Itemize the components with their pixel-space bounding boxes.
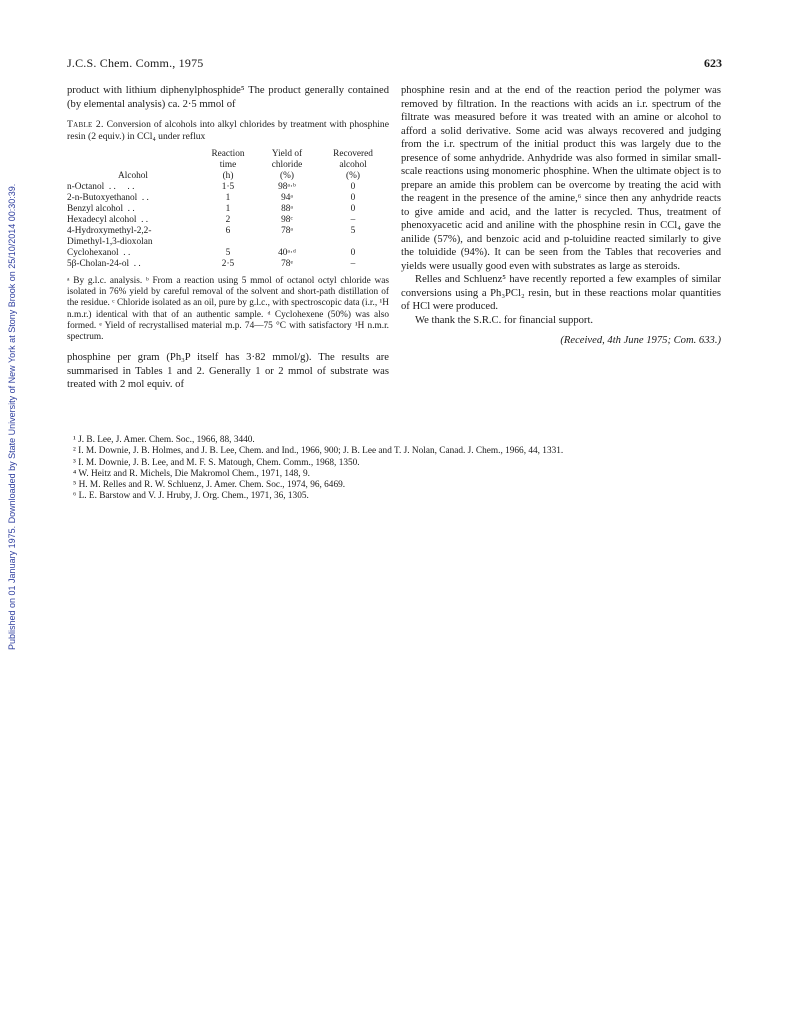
cell-recovered — [317, 237, 389, 248]
received-date: (Received, 4th June 1975; Com. 633.) — [560, 335, 721, 346]
table-row — [67, 226, 389, 237]
cell-yield: 98ᵃ·ᵇ — [278, 182, 296, 192]
alcohol-name: Dimethyl-1,3-dioxolan — [67, 237, 153, 247]
table-row — [67, 248, 389, 259]
header-yield: Yield of — [271, 149, 303, 159]
leader-dots: . . . . — [104, 182, 135, 192]
table-footnotes: ᵃ By g.l.c. analysis. ᵇ From a reaction using 5 mmol of octanol octyl chloride was isolated in 76% yield by careful removal of the solvent and short-path distillation of the residue. ᶜ Chloride isolated as an oil, pure by g.l.c., with spectroscopic data (i.r., ¹H n.m.r.) identical with that of an authentic sample. ᵈ Cyclohexene (50%) was also formed. ᵉ Yield of recrystallised material m.p. 74—75 °C with satisfactory ¹H n.m.r. spectrum. — [67, 276, 389, 343]
leader-dots: . . — [123, 204, 135, 214]
header-alcohol: Alcohol — [118, 171, 148, 181]
table-row — [67, 259, 389, 270]
cell-yield: 88ᵃ — [281, 204, 293, 214]
header-recovered: (%) — [346, 171, 360, 181]
cell-alcohol — [67, 182, 199, 193]
cell-recovered: 0 — [350, 204, 356, 214]
cell-reaction-time: 2 — [225, 215, 231, 225]
leader-dots: . . — [137, 193, 149, 203]
cell-alcohol — [67, 215, 199, 226]
cell-recovered: – — [350, 259, 356, 269]
alcohol-name: Benzyl alcohol — [67, 204, 124, 214]
alcohol-name: Cyclohexanol — [67, 248, 119, 258]
leader-dots: . . — [136, 215, 149, 225]
left-after-table-paragraph: phosphine per gram (Ph₃P itself has 3·82 mmol/g). The results are summarised in Tables 1 and 2. Generally 1 or 2 mmol of substrate was treated with 2 mol equiv. of — [67, 352, 389, 391]
left-column — [67, 84, 389, 392]
left-intro-paragraph: product with lithium diphenylphosphide⁵ The product generally contained (by elemental analysis) ca. 2·5 mmol of — [67, 85, 389, 110]
cell-recovered: 5 — [350, 226, 356, 236]
cell-alcohol — [67, 204, 199, 215]
cell-alcohol — [67, 226, 199, 237]
results-table — [67, 149, 389, 270]
right-paragraph-1: phosphine resin and at the end of the reaction period the polymer was removed by filtration. In the reactions with acids an i.r. spectrum of the filtrate was measured before it was treated with an amine or alcohol to afford a solid derivative. Some acid was always recovered and judging from the i.r. spectrum of the initial product this was largely due to the presence of some anhydride. Anhydride was also formed in similar small-scale reactions using monomeric phosphine. When the ultimate object is to prepare an amide this problem can be overcome by treating the acid with the reagent in the presence of the amine,⁶ since then any anhydride reacts to give amide and acid, and the latter is recycled. Thus, treatment of phenoxyacetic acid and aniline with the phosphine resin in CCl₄ gave the anilide (57%), and benzoic acid and p-toluidine reacted similarly to give the toluidide (94%). It can be seen from the Tables that recoveries and yields were usually good even with substrates as large as steroids. — [401, 85, 721, 272]
cell-recovered: – — [350, 215, 356, 225]
leader-dots: . . — [129, 259, 141, 269]
table-row — [67, 193, 389, 204]
cell-reaction-time: 2·5 — [221, 259, 235, 269]
table-header — [67, 149, 389, 182]
reference-item: ² I. M. Downie, J. B. Holmes, and J. B. Lee, Chem. and Ind., 1966, 900; J. B. Lee and T. J. Nolan, Canad. J. Chem., 1966, 44, 1331. — [73, 446, 564, 457]
cell-alcohol — [67, 259, 199, 270]
header-reaction-time: (h) — [222, 171, 234, 181]
cell-alcohol — [67, 237, 199, 248]
alcohol-name: 2-n-Butoxyethanol — [67, 193, 138, 203]
reference-item: ⁴ W. Heitz and R. Michels, Die Makromol Chem., 1971, 148, 9. — [73, 468, 310, 479]
alcohol-name: Hexadecyl alcohol — [67, 215, 137, 225]
cell-reaction-time — [199, 237, 257, 248]
header-yield: chloride — [271, 160, 303, 170]
header-alcohol — [67, 149, 199, 160]
table-header-row — [67, 171, 389, 182]
cell-alcohol — [67, 248, 199, 259]
cell-yield — [257, 237, 317, 248]
table-header-row — [67, 160, 389, 171]
cell-yield: 94ᵃ — [281, 193, 293, 203]
right-column — [401, 84, 721, 348]
journal-title: J.C.S. Chem. Comm., 1975 — [67, 56, 204, 70]
cell-recovered: 0 — [350, 193, 356, 203]
cell-reaction-time: 6 — [225, 226, 231, 236]
cell-yield: 40ᵃ·ᵈ — [278, 248, 296, 258]
cell-yield: 78ᵃ — [281, 226, 293, 236]
table-label: Table 2. — [67, 119, 104, 130]
cell-recovered: 0 — [350, 182, 356, 192]
reference-item: ⁵ H. M. Relles and R. W. Schluenz, J. Amer. Chem. Soc., 1974, 96, 6469. — [73, 480, 346, 491]
cell-reaction-time: 1 — [225, 204, 231, 214]
header-reaction-time: time — [219, 160, 237, 170]
cell-reaction-time: 5 — [225, 248, 231, 258]
header-recovered: alcohol — [339, 160, 367, 170]
cell-reaction-time: 1 — [225, 193, 231, 203]
table-row — [67, 204, 389, 215]
table-row — [67, 215, 389, 226]
page-number: 623 — [704, 56, 722, 70]
table-header-row — [67, 149, 389, 160]
acknowledgement: We thank the S.R.C. for financial support. — [415, 314, 594, 326]
table-body — [67, 182, 389, 270]
header-reaction-time: Reaction — [211, 149, 245, 159]
header-yield: (%) — [280, 171, 294, 181]
table-row — [67, 237, 389, 248]
cell-alcohol — [67, 193, 199, 204]
alcohol-name: 4-Hydroxymethyl-2,2- — [67, 226, 152, 236]
cell-yield: 98ᶜ — [281, 215, 293, 225]
header-recovered: Recovered — [333, 149, 373, 159]
references-list — [67, 435, 727, 503]
running-header — [67, 56, 722, 72]
alcohol-name: 5β-Cholan-24-ol — [67, 259, 130, 269]
reference-item: ⁶ L. E. Barstow and V. J. Hruby, J. Org. Chem., 1971, 36, 1305. — [73, 491, 309, 502]
table-caption — [67, 119, 389, 143]
cell-yield: 78ᵉ — [281, 259, 293, 269]
download-watermark — [6, 150, 20, 650]
table-row — [67, 182, 389, 193]
cell-reaction-time: 1·5 — [221, 182, 235, 192]
right-paragraph-2: Relles and Schluenz⁵ have recently reported a few examples of similar conversions using a Ph₃PCl₂ resin, but in these reactions molar quantities of HCl were produced. — [401, 274, 721, 312]
cell-recovered: 0 — [350, 248, 356, 258]
table-caption-text: Conversion of alcohols into alkyl chlorides by treatment with phosphine resin (2 equiv.) in CCl₄ under reflux — [67, 119, 389, 142]
alcohol-name: n-Octanol — [67, 182, 105, 192]
reference-item: ³ I. M. Downie, J. B. Lee, and M. F. S. Matough, Chem. Comm., 1968, 1350. — [73, 457, 360, 468]
leader-dots: . . — [118, 248, 131, 258]
header-alcohol — [67, 160, 199, 171]
reference-item: ¹ J. B. Lee, J. Amer. Chem. Soc., 1966, 88, 3440. — [73, 435, 255, 445]
download-watermark-text: Published on 01 January 1975. Downloaded by State University of New York at Stony Brook on 25/10/2014 00:30:39. — [7, 183, 17, 650]
